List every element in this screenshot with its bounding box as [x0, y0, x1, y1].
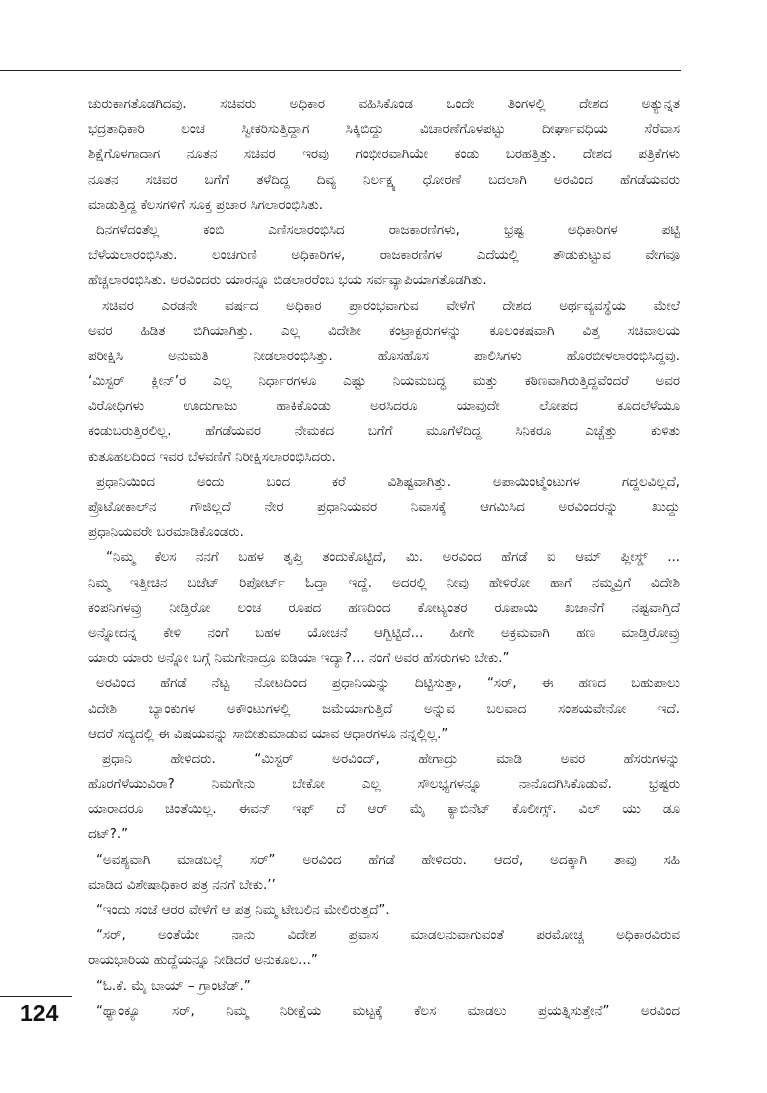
text-line: ದಟ್?.” — [88, 827, 129, 843]
text-line: ಹೊರಗೆಳೆಯುವಿರಾ? ನಿಮಗೇನು ಬೇಕೋ ಎಲ್ಲ ಸೌಲಭ್ಯಗಳನ್ನೂ ನಾನೊದಗಿಸಿಕೊಡುವೆ. ಭ್ರಷ್ಟರು — [88, 777, 680, 793]
text-line: “ಅವಶ್ಯವಾಗಿ ಮಾಡಬಲ್ಲೆ ಸರ್” ಅರವಿಂದ ಹೆಗಡೆ ಹೇಳಿದರು. ಆದರೆ, ಅದಕ್ಕಾಗಿ ತಾವು ಸಹಿ — [96, 852, 680, 868]
text-line: ಅರವಿಂದ ಹೆಗಡೆ ನೆಟ್ಟ ನೋಟದಿಂದ ಪ್ರಧಾನಿಯನ್ನು ದಿಟ್ಟಿಸುತ್ತಾ, “ಸರ್, ಈ ಹಣದ ಬಹುಪಾಲು — [96, 676, 680, 692]
text-line: “ಓ.ಕೆ. ಮೈ ಬಾಯ್ – ಗ್ರಾಂಟೆಡ್.” — [96, 978, 251, 994]
text-line: ರಾಯಭಾರಿಯ ಹುದ್ದೆಯನ್ನೂ ನೀಡಿದರೆ ಅನುಕೂಲ...” — [88, 953, 318, 969]
text-line: ಕಂಪನಿಗಳವ್ರು ನೀಡ್ತಿರೋ ಲಂಚ ರೂಪದ ಹಣದಿಂದ ಕೋಟ್ಯಂತರ ರೂಪಾಯಿ ಖಜಾನೆಗೆ ನಷ್ಟವಾಗ್ತಿದೆ — [88, 600, 680, 616]
text-line: ಪ್ರಧಾನಿಯವರೇ ಬರಮಾಡಿಕೊಂಡರು. — [88, 525, 244, 541]
text-line: ಬೆಳೆಯಲಾರಂಭಿಸಿತು. ಲಂಚಗುಣಿ ಅಧಿಕಾರಿಗಳ, ರಾಜಕಾರಣಿಗಳ ಎದೆಯಲ್ಲಿ ತೌಡುಕುಟ್ಟುವ ವೇಗವೂ — [88, 248, 680, 264]
text-line: ಯಾರು ಯಾರು ಅನ್ನೋ ಬಗ್ಗೆ ನಿಮಗೇನಾದ್ರೂ ಐಡಿಯಾ ಇದ್ಯಾ?... ನಂಗೆ ಅವರ ಹೆಸರುಗಳು ಬೇಕು.” — [88, 651, 510, 667]
text-line: ಭದ್ರತಾಧಿಕಾರಿ ಲಂಚ ಸ್ವೀಕರಿಸುತ್ತಿದ್ದಾಗ ಸಿಕ್ಕಿಬಿದ್ದು ವಿಚಾರಣೆಗೊಳಪಟ್ಟು ದೀರ್ಘಾವಧಿಯ ಸೆರೆವಾಸ — [88, 122, 680, 138]
text-line: “ಸರ್, ಅಂತೆಯೇ ನಾನು ವಿದೇಶ ಪ್ರವಾಸ ಮಾಡಲನುವಾಗುವಂತೆ ಪರಮೋಚ್ಚ ಅಧಿಕಾರವಿರುವ — [96, 928, 680, 944]
text-line: ಶಿಕ್ಷೆಗೊಳಗಾದಾಗ ನೂತನ ಸಚಿವರ ಇರವು ಗಂಭೀರವಾಗಿಯೇ ಕಂಡು ಬರಹತ್ತಿತ್ತು. ದೇಶದ ಪತ್ರಿಕೆಗಳು — [88, 147, 680, 163]
text-line: ಕಂಡುಬರುತ್ತಿರಲಿಲ್ಲ. ಹೆಗಡೆಯವರ ನೇಮಕದ ಬಗೆಗೆ ಮೂಗೆಳೆದಿದ್ದ ಸಿನಿಕರೂ ಎಚ್ಚೆತ್ತು ಕುಳಿತು — [88, 424, 680, 440]
text-line: ಅನ್ನೋದನ್ನ ಕೇಳಿ ನಂಗೆ ಬಹಳ ಯೋಚನೆ ಆಗ್ಬಿಟ್ಟಿದೆ... ಹೀಗೇ ಅಕ್ರಮವಾಗಿ ಹಣ ಮಾಡ್ತಿರೋವ್ರು — [88, 625, 680, 641]
text-line: ಯಾರಾದರೂ ಚಿಂತೆಯಿಲ್ಲ. ಈವನ್ ಇಫ್ ದೆ ಆರ್ ಮೈ ಕ್ಯಾಬಿನೆಟ್ ಕೊಲೀಗ್ಸ್. ವಿಲ್ ಯು ಡೂ — [88, 802, 680, 818]
text-line: ಚುರುಕಾಗತೊಡಗಿದವು. ಸಚಿವರು ಅಧಿಕಾರ ವಹಿಸಿಕೊಂಡ ಒಂದೇ ತಿಂಗಳಲ್ಲಿ ದೇಶದ ಅತ್ಯುನ್ನತ — [88, 97, 680, 112]
text-line: ಮಾಡಿದ ವಿಶೇಷಾಧಿಕಾರ ಪತ್ರ ನನಗೆ ಬೇಕು.’’ — [88, 877, 276, 893]
text-line: ಆದರೆ ಸದ್ಯದಲ್ಲಿ ಈ ವಿಷಯವನ್ನು ಸಾಬೀತುಮಾಡುವ ಯಾವ ಆಧಾರಗಳೂ ನನ್ನಲ್ಲಿಲ್ಲ.” — [88, 726, 449, 742]
text-line: “ಇಂದು ಸಂಜೆ ಆರರ ವೇಳೆಗೆ ಆ ಪತ್ರ ನಿಮ್ಮ ಟೇಬಲಿನ ಮೇಲಿರುತ್ತದೆ”. — [96, 903, 390, 918]
text-line: ವಿರೋಧಿಗಳು ಊದುಗಾಜು ಹಾಕಿಕೊಂಡು ಅರಸಿದರೂ ಯಾವುದೇ ಲೋಪದ ಕೂದಲೆಳೆಯೂ — [88, 399, 680, 415]
page-number: 124 — [20, 1000, 59, 1026]
text-line: ಅವರ ಹಿಡಿತ ಬಿಗಿಯಾಗಿತ್ತು. ಎಲ್ಲ ವಿದೇಶೀ ಕಂಟ್ರಾಕ್ಟರುಗಳನ್ನು ಕೂಲಂಕಷವಾಗಿ ವಿತ್ತ ಸಚಿವಾಲಯ — [88, 323, 680, 339]
text-line: ವಿದೇಶಿ ಬ್ಯಾಂಕುಗಳ ಅಕೌಂಟುಗಳಲ್ಲಿ ಜಮೆಯಾಗುತ್ತಿದೆ ಅನ್ನುವ ಬಲವಾದ ಸಂಶಯವೇನೋ ಇದೆ. — [88, 701, 680, 717]
text-line: ಪ್ರಧಾನಿ ಹೇಳಿದರು. “ಮಿಸ್ಟರ್ ಅರವಿಂದ್, ಹೇಗಾದ್ರು ಮಾಡಿ ಅವರ ಹೆಸರುಗಳನ್ನು — [102, 751, 680, 767]
footer-rule — [0, 996, 72, 997]
text-line: ಕುತೂಹಲದಿಂದ ಇವರ ಬೆಳವಣಿಗೆ ನಿರೀಕ್ಷಿಸಲಾರಂಭಿಸಿದರು. — [88, 449, 336, 465]
text-line: “ನಿಮ್ಮ ಕೆಲಸ ನನಗೆ ಬಹಳ ತೃಪ್ತಿ ತಂದುಕೊಟ್ಟಿದೆ, ಮಿ. ಅರವಿಂದ ಹೆಗಡೆ ಐ ಆಮ್ ಪ್ಲೀಸ್ಡ್ ... — [106, 550, 680, 566]
header-rule — [0, 70, 681, 71]
text-line: ನಿಮ್ಮ ಇತ್ತೀಚಿನ ಬಜೆಟ್ ರಿಪೋರ್ಟ್ ಓದ್ತಾ ಇದ್ದೆ. ಅದರಲ್ಲಿ ನೀವು ಹೇಳಿರೋ ಹಾಗೆ ನಮ್ಮವ್ರಿಗೆ ವಿದೇಶಿ — [88, 575, 680, 591]
text-line: “ಥ್ಯಾಂಕ್ಯೂ ಸರ್, ನಿಮ್ಮ ನಿರೀಕ್ಷೆಯ ಮಟ್ಟಕ್ಕೆ ಕೆಲಸ ಮಾಡಲು ಪ್ರಯತ್ನಿಸುತ್ತೇನೆ” ಅರವಿಂದ — [96, 1003, 680, 1019]
text-line: ಪ್ರಧಾನಿಯಿಂದ ಅಂದು ಬಂದ ಕರೆ ವಿಶಿಷ್ಟವಾಗಿತ್ತು. ಅಪಾಯಿಂಟ್ಮೆಂಟುಗಳ ಗದ್ದಲವಿಲ್ಲದೆ, — [96, 474, 680, 490]
text-line: ‘ಮಿಸ್ಟರ್ ಕ್ಲೀನ್’ರ ಎಲ್ಲ ನಿರ್ಧಾರಗಳೂ ಎಷ್ಟು ನಿಯಮಬದ್ಧ ಮತ್ತು ಕಠಿಣವಾಗಿರುತ್ತಿದ್ದವೆಂದರೆ ಅವರ — [88, 374, 680, 390]
text-line: ನೂತನ ಸಚಿವರ ಬಗೆಗೆ ತಳೆದಿದ್ದ ದಿವ್ಯ ನಿರ್ಲಕ್ಷ್ಯ ಧೋರಣೆ ಬದಲಾಗಿ ಅರವಿಂದ ಹೆಗಡೆಯವರು — [88, 172, 680, 188]
text-line: ಹೆಚ್ಚಲಾರಂಭಿಸಿತು. ಅರವಿಂದರು ಯಾರನ್ನೂ ಬಿಡಲಾರರೆಂಬ ಭಯ ಸರ್ವವ್ಯಾಪಿಯಾಗತೊಡಗಿತು. — [88, 273, 487, 289]
text-line: ದಿನಗಳೆದಂತೆಲ್ಲ ಕಂಬಿ ಎಣಿಸಲಾರಂಭಿಸಿದ ರಾಜಕಾರಣಿಗಳು, ಭ್ರಷ್ಟ ಅಧಿಕಾರಿಗಳ ಪಟ್ಟಿ — [96, 222, 680, 238]
text-line: ಮಾಡುತ್ತಿದ್ದ ಕೆಲಸಗಳಿಗೆ ಸೂಕ್ತ ಪ್ರಚಾರ ಸಿಗಲಾರಂಭಿಸಿತು. — [88, 197, 324, 213]
text-line: ಪ್ರೊಟೋಕಾಲ್‌ನ ಗೌಜಿಲ್ಲದೆ ನೇರ ಪ್ರಧಾನಿಯವರ ನಿವಾಸಕ್ಕೆ ಆಗಮಿಸಿದ ಅರವಿಂದರನ್ನು ಖುದ್ದು — [88, 500, 680, 515]
text-line: ಸಚಿವರ ಎರಡನೇ ವರ್ಷದ ಅಧಿಕಾರ ಪ್ರಾರಂಭವಾಗುವ ವೇಳೆಗೆ ದೇಶದ ಅರ್ಥವ್ಯವಸ್ಥೆಯ ಮೇಲೆ — [102, 298, 680, 314]
text-line: ಪರೀಕ್ಷಿಸಿ ಅನುಮತಿ ನೀಡಲಾರಂಭಿಸಿತ್ತು. ಹೊಸಹೊಸ ಪಾಲಿಸಿಗಳು ಹೊರಬೀಳಲಾರಂಭಿಸಿದ್ದವು. — [88, 348, 680, 364]
body-text — [88, 92, 680, 1024]
